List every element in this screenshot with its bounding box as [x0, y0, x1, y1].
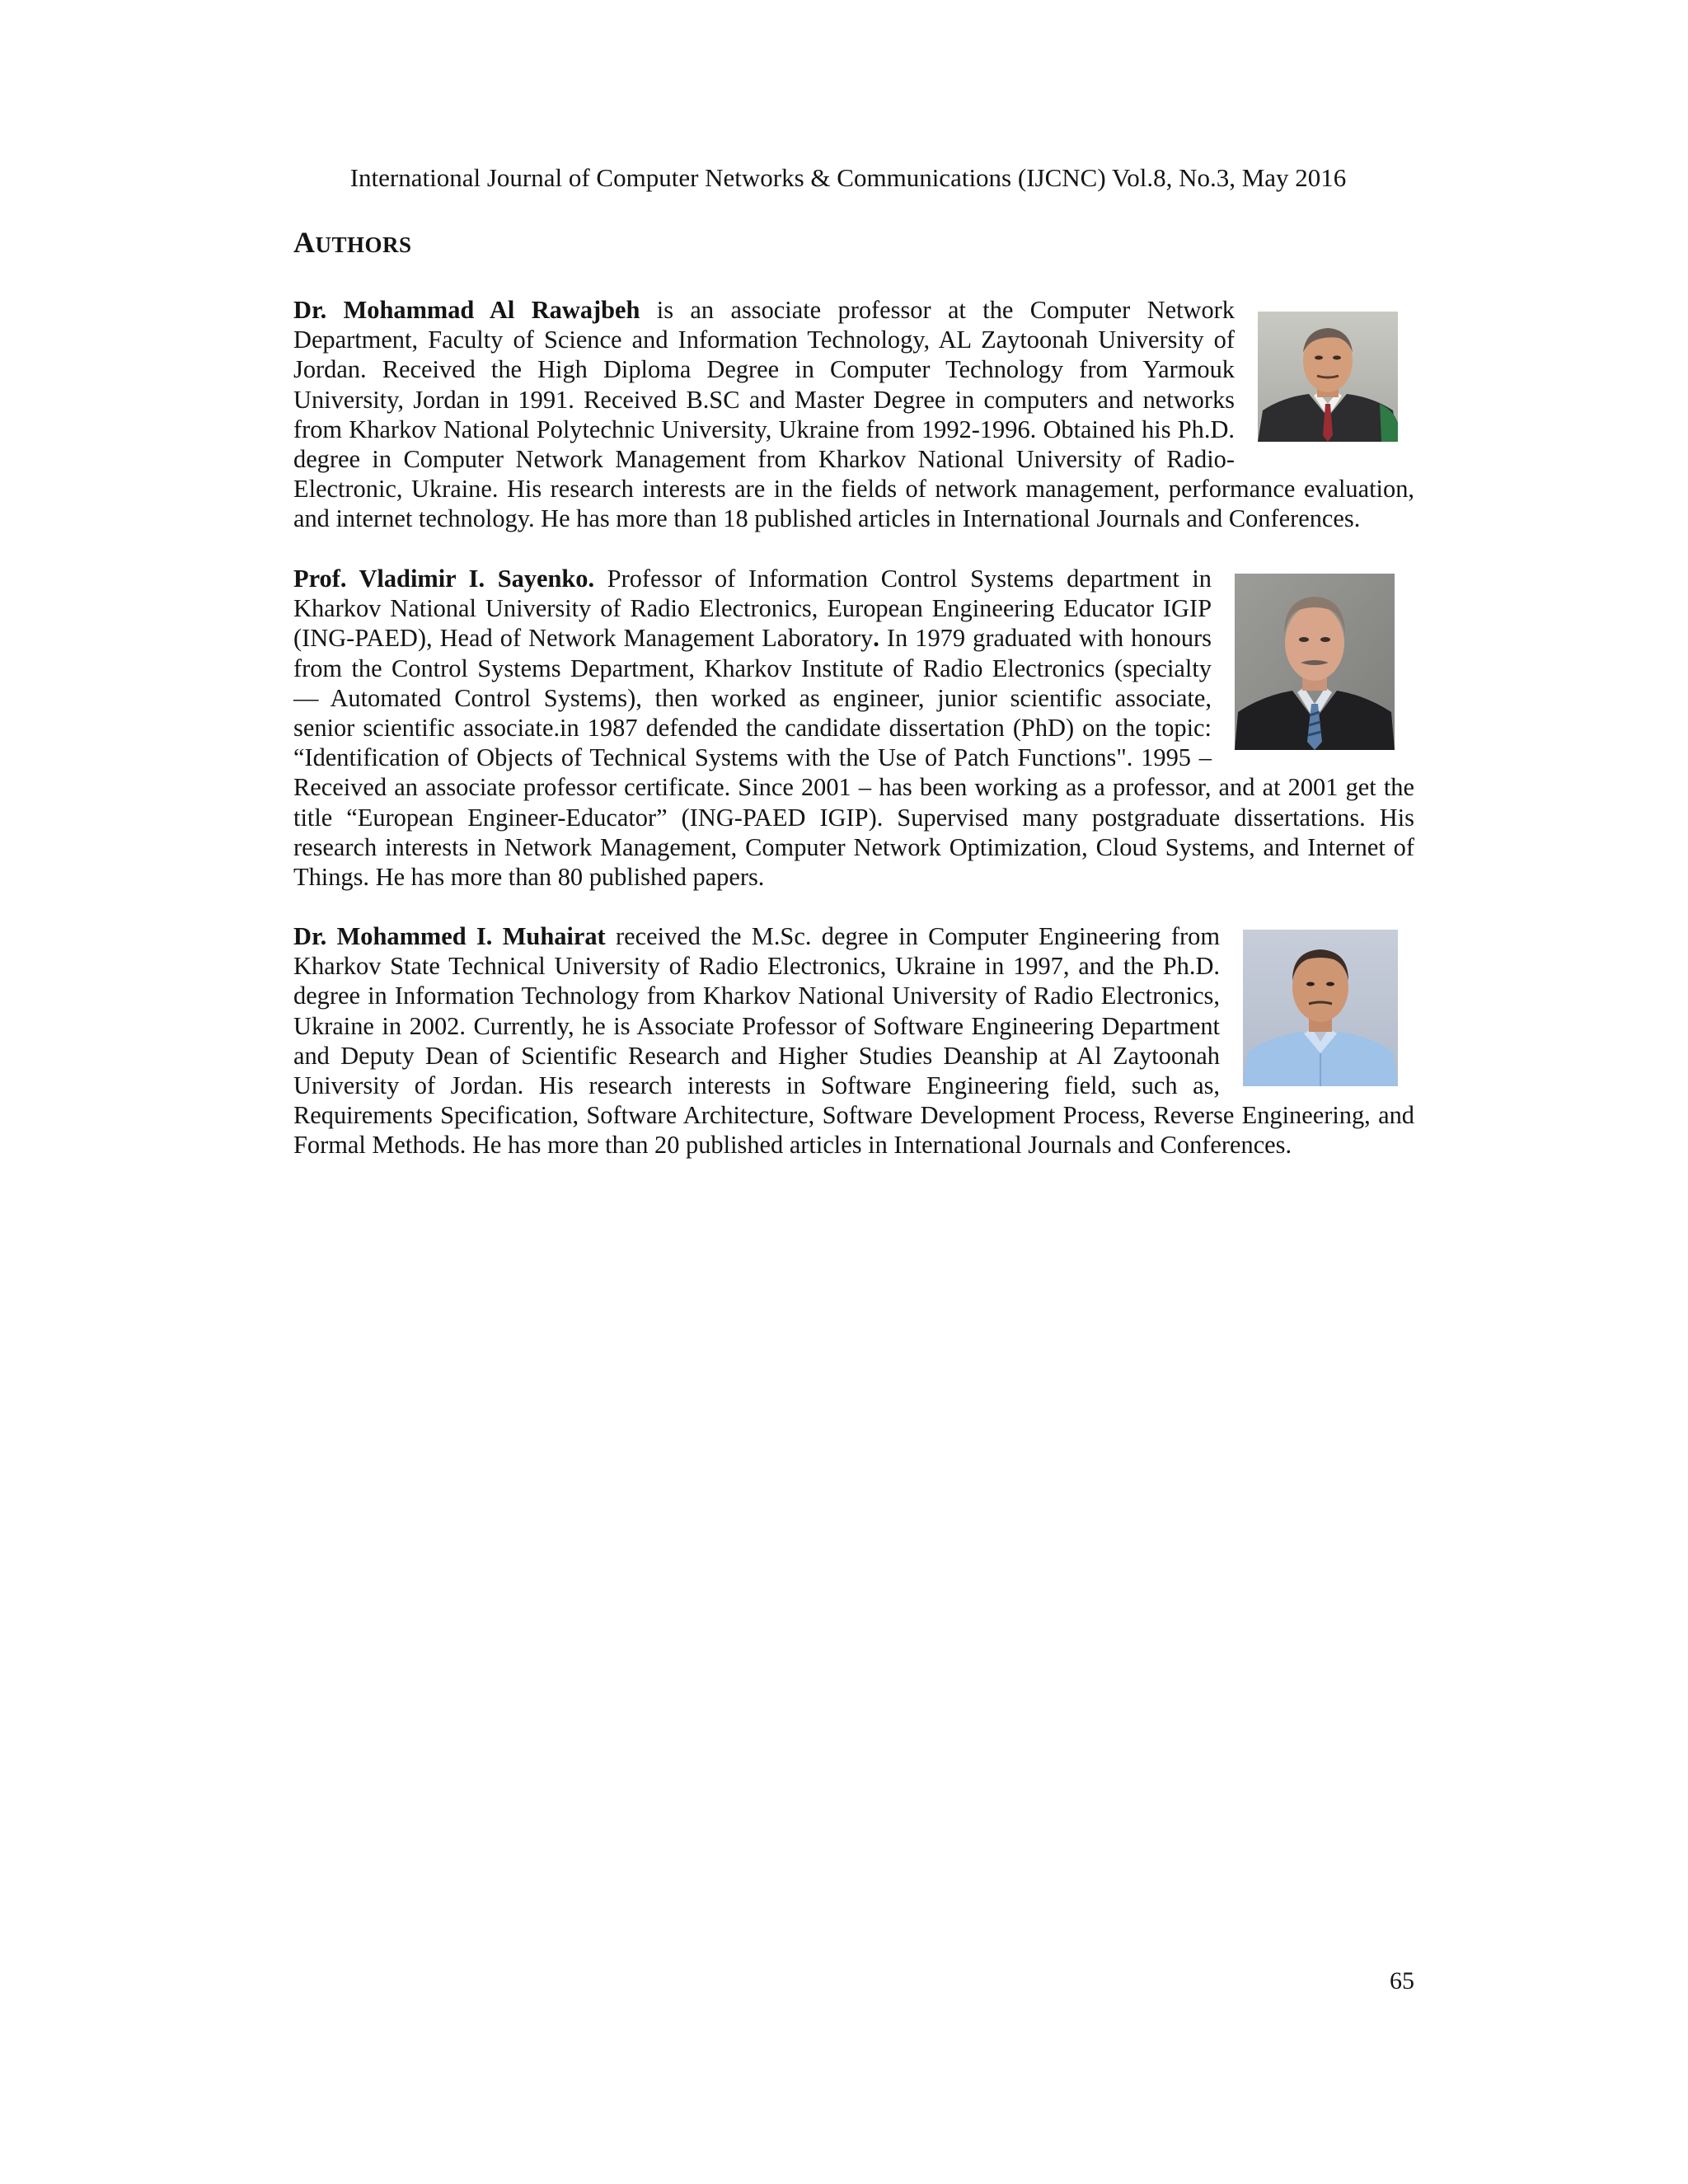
page-number: 65: [1390, 1967, 1414, 1994]
section-title-initial: A: [293, 226, 316, 259]
author-photo-sayenko: [1235, 574, 1395, 750]
section-title: [293, 224, 412, 263]
author-bio-bold-period: .: [873, 624, 879, 653]
author-bio-text-sayenko-1: Professor of Information Control Systems department in Kharkov National University of Radio Electronics, European Engineering Educator IGIP (ING-PAED), Head of Network Management Laboratory: [293, 565, 1212, 653]
author-bio-text-sayenko-2: In 1979 graduated with honours from the Control Systems Department, Kharkov Institute of Radio Electronics (specialty — Automated Control Systems), then worked as engineer, junior scientific associate, senior scientific associate.in 1987 defended the candidate dissertation (PhD) on the topic: “Identification of Objects of Technical Systems with the Use of Patch Functions". 1995 – Received an associate professor certificate. Since 2001 – has been working as a professor, and at 2001 get the title “European Engineer-Educator” (ING-PAED IGIP). Supervised many postgraduate dissertations. His research interests in Network Management, Computer Network Optimization, Cloud Systems, and Internet of Things. He has more than 80 published papers.: [293, 624, 1414, 892]
author-photo-rawajbeh: [1258, 312, 1398, 442]
author-bio-text-muhairat: received the M.Sc. degree in Computer Engineering from Kharkov State Technical University of Radio Electronics, Ukraine in 1997, and the Ph.D. degree in Information Technology from Kharkov National University of Radio Electronics, Ukraine in 2002. Currently, he is Associate Professor of Software Engineering Department and Deputy Dean of Scientific Research and Higher Studies Deanship at Al Zaytoonah University of Jordan. His research interests in Software Engineering field, such as, Requirements Specification, Software Architecture, Software Development Process, Reverse Engineering, and Formal Methods. He has more than 20 published articles in International Journals and Conferences.: [293, 922, 1414, 1160]
author-name-rawajbeh: Dr. Mohammad Al Rawajbeh: [293, 296, 640, 324]
author-bio-sayenko: [293, 564, 1414, 892]
section-title-rest: UTHORS: [315, 232, 412, 257]
author-bio-muhairat: [293, 921, 1414, 1160]
author-photo-muhairat: [1243, 930, 1398, 1086]
author-name-sayenko: Prof. Vladimir I. Sayenko.: [293, 565, 595, 593]
author-bio-rawajbeh: [293, 295, 1414, 534]
running-header: International Journal of Computer Networks & Communications (IJCNC) Vol.8, No.3, May 2016: [349, 163, 1347, 192]
author-bio-text-rawajbeh: is an associate professor at the Computer Network Department, Faculty of Science and Information Technology, AL Zaytoonah University of Jordan. Received the High Diploma Degree in Computer Technology from Yarmouk University, Jordan in 1991. Received B.SC and Master Degree in computers and networks from Kharkov National Polytechnic University, Ukraine from 1992-1996. Obtained his Ph.D. degree in Computer Network Management from Kharkov National University of Radio-Electronic, Ukraine. His research interests are in the fields of network management, performance evaluation, and internet technology. He has more than 18 published articles in International Journals and Conferences.: [293, 296, 1414, 533]
author-name-muhairat: Dr. Mohammed I. Muhairat: [293, 922, 606, 950]
